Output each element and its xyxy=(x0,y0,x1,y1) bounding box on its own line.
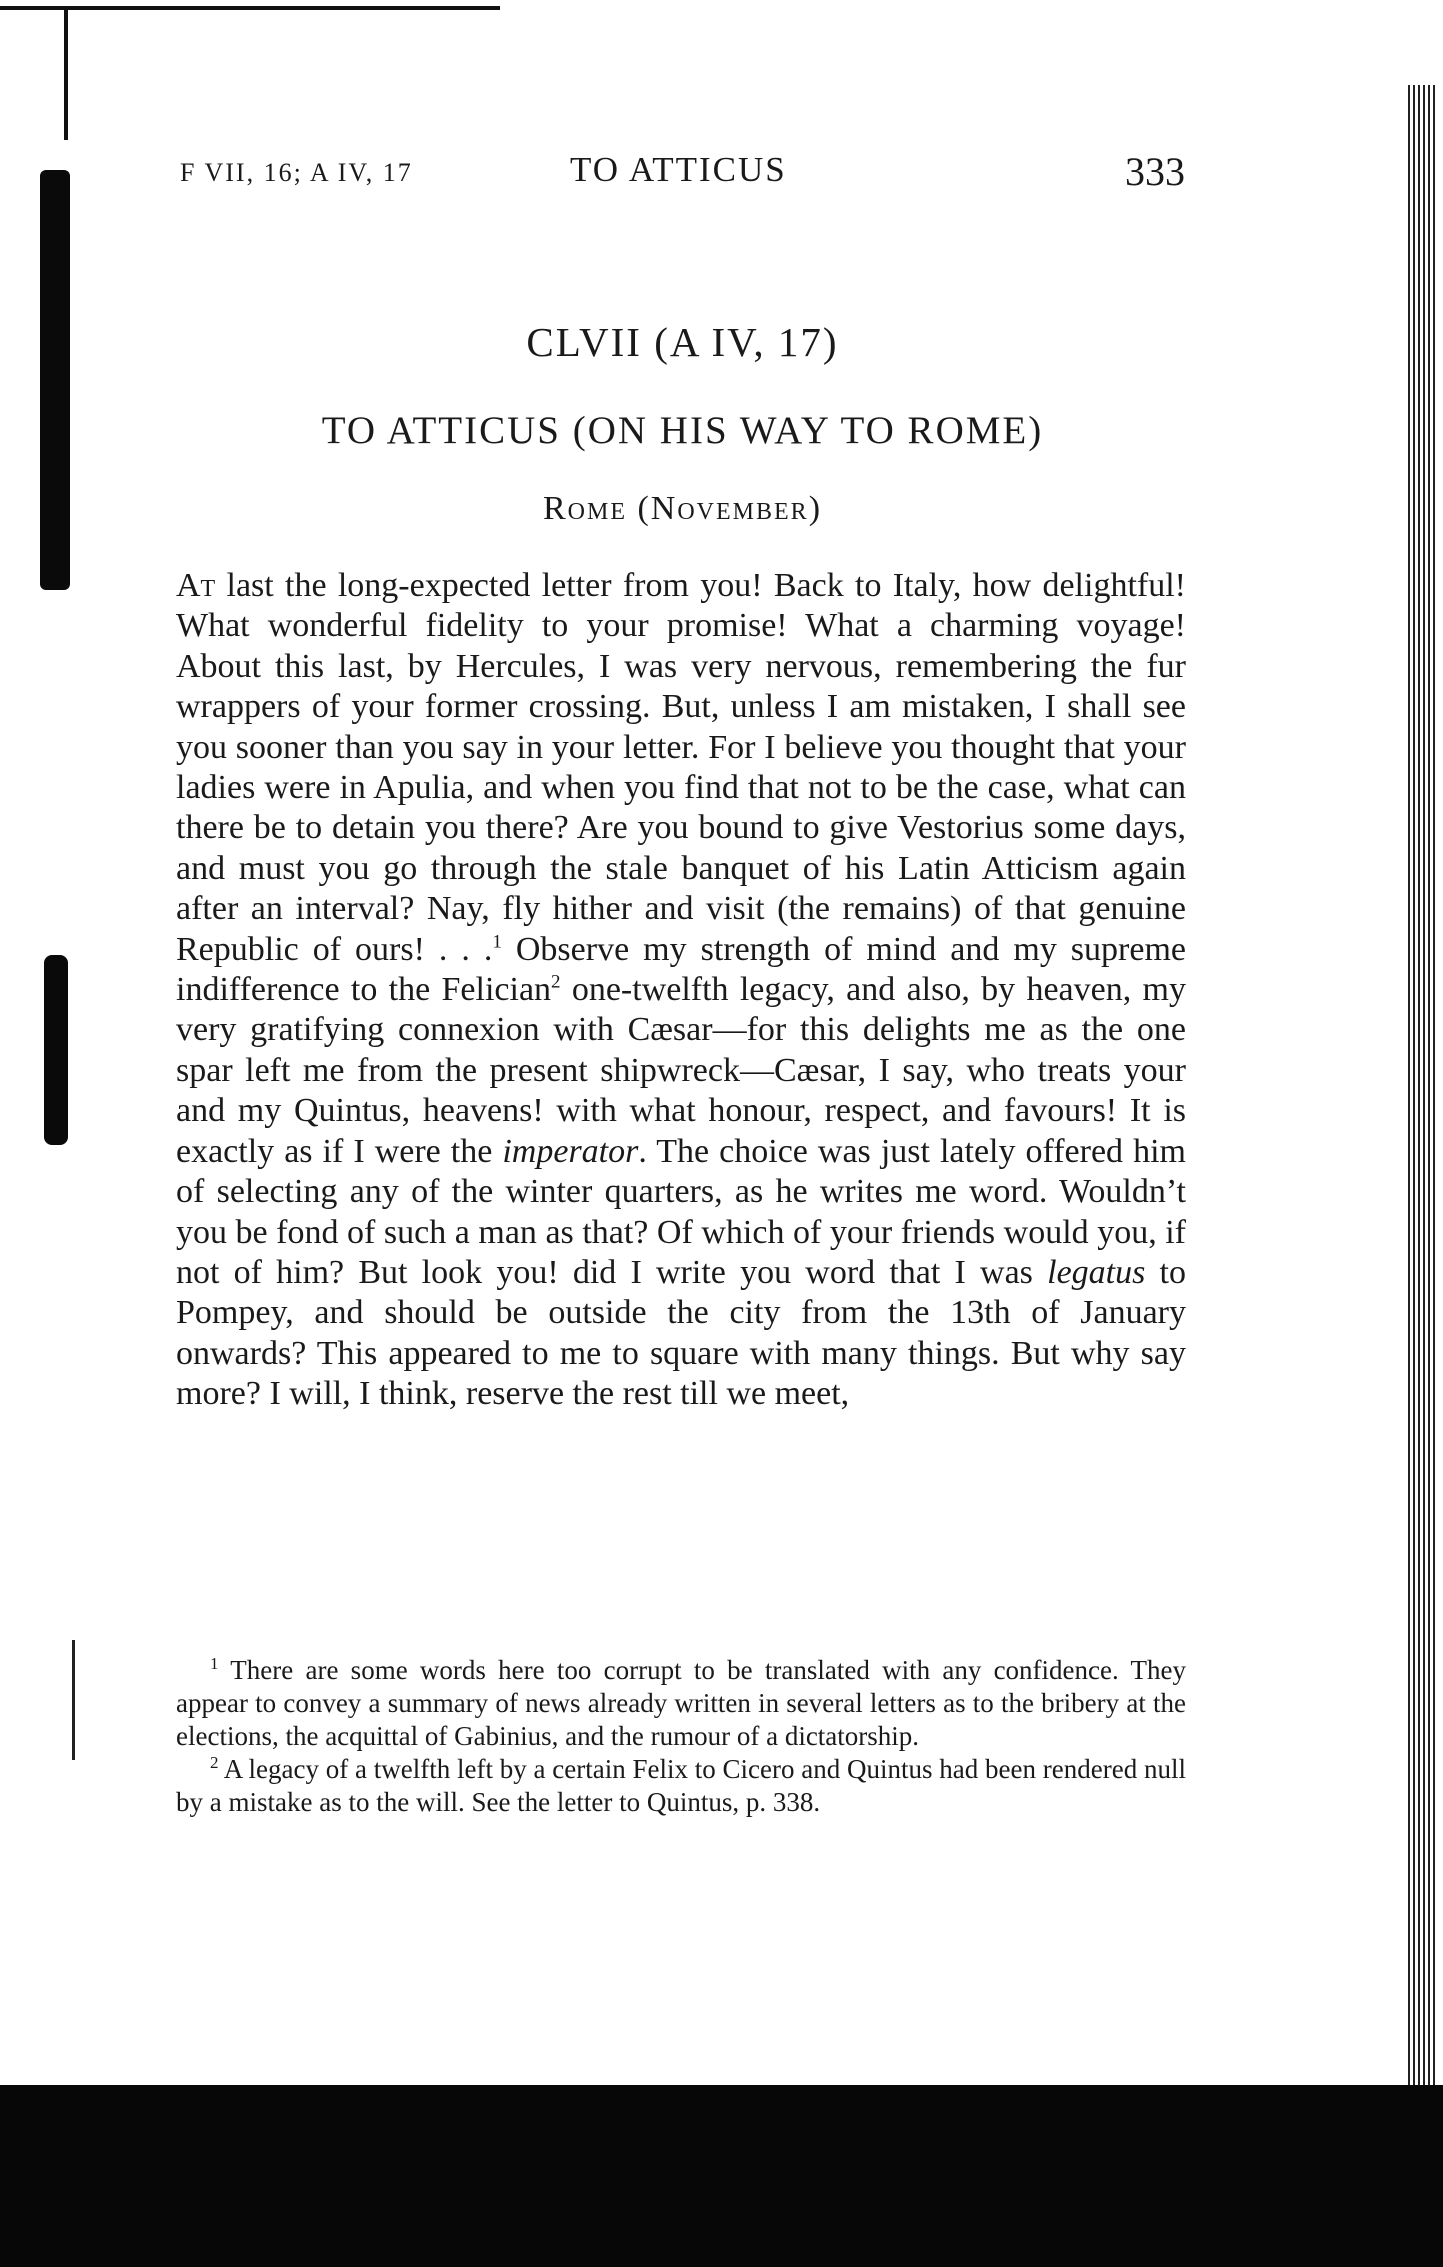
body-text-segment: one-twelfth legacy, and also, by heaven, my very gratifying connexion with Cæsar—for this delights me as the one spar left me from the present shipwreck—Cæsar, I say, who treats your and my Quintus, heavens! with what honour, respect, and favours! It is exactly as if I were the xyxy=(176,971,1186,1170)
scan-binding-shadow xyxy=(40,170,70,590)
letter-number: CLVII (A IV, 17) xyxy=(526,319,839,365)
scan-bottom-shadow xyxy=(0,2085,1443,2267)
scan-edge-artifact xyxy=(72,1640,75,1760)
body-text-segment: last the long-expected letter from you! Back to Italy, how delightful! What wonderful fidelity to your promise! What a charming voyage! About this last, by Hercules, I was very nervous, remembering the fur wrappers of your former crossing. But, unless I am mistaken, I shall see you sooner than you say in your letter. For I believe you thought that your ladies were in Apulia, and when you find that not to be the case, what can there be to detain you there? Are you bound to give Vestorius some days, and must you go through the stale banquet of his Latin Atticism again after an interval? Nay, fly hither and visit (the remains) of that genuine Republic of ours! . . . xyxy=(176,567,1186,968)
opening-words: At xyxy=(176,567,216,604)
footnote-reference: 1 xyxy=(492,931,502,953)
letter-body xyxy=(176,566,1186,1415)
page-number: 333 xyxy=(1125,149,1185,194)
footnote-marker: 2 xyxy=(210,1753,219,1772)
scan-edge-artifact xyxy=(64,10,68,140)
italic-term: imperator xyxy=(502,1132,639,1170)
body-text-segment: to Pompey, and should be outside the city from the 13th of January onwards? This appeared to me to square with many things. But why say more? I will, I think, reserve the rest till we meet, xyxy=(176,1253,1186,1413)
footnote-text: A legacy of a twelfth left by a certain Felix to Cicero and Quintus had been rendered null by a mistake as to the will. See the letter to Quintus, p. 338. xyxy=(176,1754,1186,1817)
footnotes xyxy=(176,1654,1186,1819)
footnote-marker: 1 xyxy=(210,1654,219,1673)
footnote xyxy=(176,1753,1186,1819)
body-text-segment: . The choice was just lately offered him of selecting any of the winter quarters, as he writes me word. Wouldn’t you be fond of such a man as that? Of which of your friends would you, if not of him? But look you! did I write you word that I was xyxy=(176,1132,1186,1291)
scan-edge-artifact xyxy=(0,6,500,10)
footnote xyxy=(176,1654,1186,1753)
scan-page-edges xyxy=(1408,85,1438,2085)
running-head-title: TO ATTICUS xyxy=(570,150,787,189)
body-text-segment: Observe my strength of mind and my supreme indifference to the Felician xyxy=(176,930,1186,1009)
scan-binding-shadow xyxy=(44,955,68,1145)
running-head-reference: F VII, 16; A IV, 17 xyxy=(180,158,413,187)
letter-title: TO ATTICUS (ON HIS WAY TO ROME) xyxy=(321,409,1044,452)
running-head xyxy=(180,148,1185,198)
italic-term: legatus xyxy=(1047,1253,1146,1291)
footnote-text: There are some words here too corrupt to be translated with any confidence. They appear to convey a summary of news already written in several letters as to the bribery at the elections, the acquittal of Gabinius, and the rumour of a dictatorship. xyxy=(176,1655,1186,1751)
letter-place-date: Rome (November) xyxy=(542,490,823,527)
footnote-reference: 2 xyxy=(551,971,561,993)
